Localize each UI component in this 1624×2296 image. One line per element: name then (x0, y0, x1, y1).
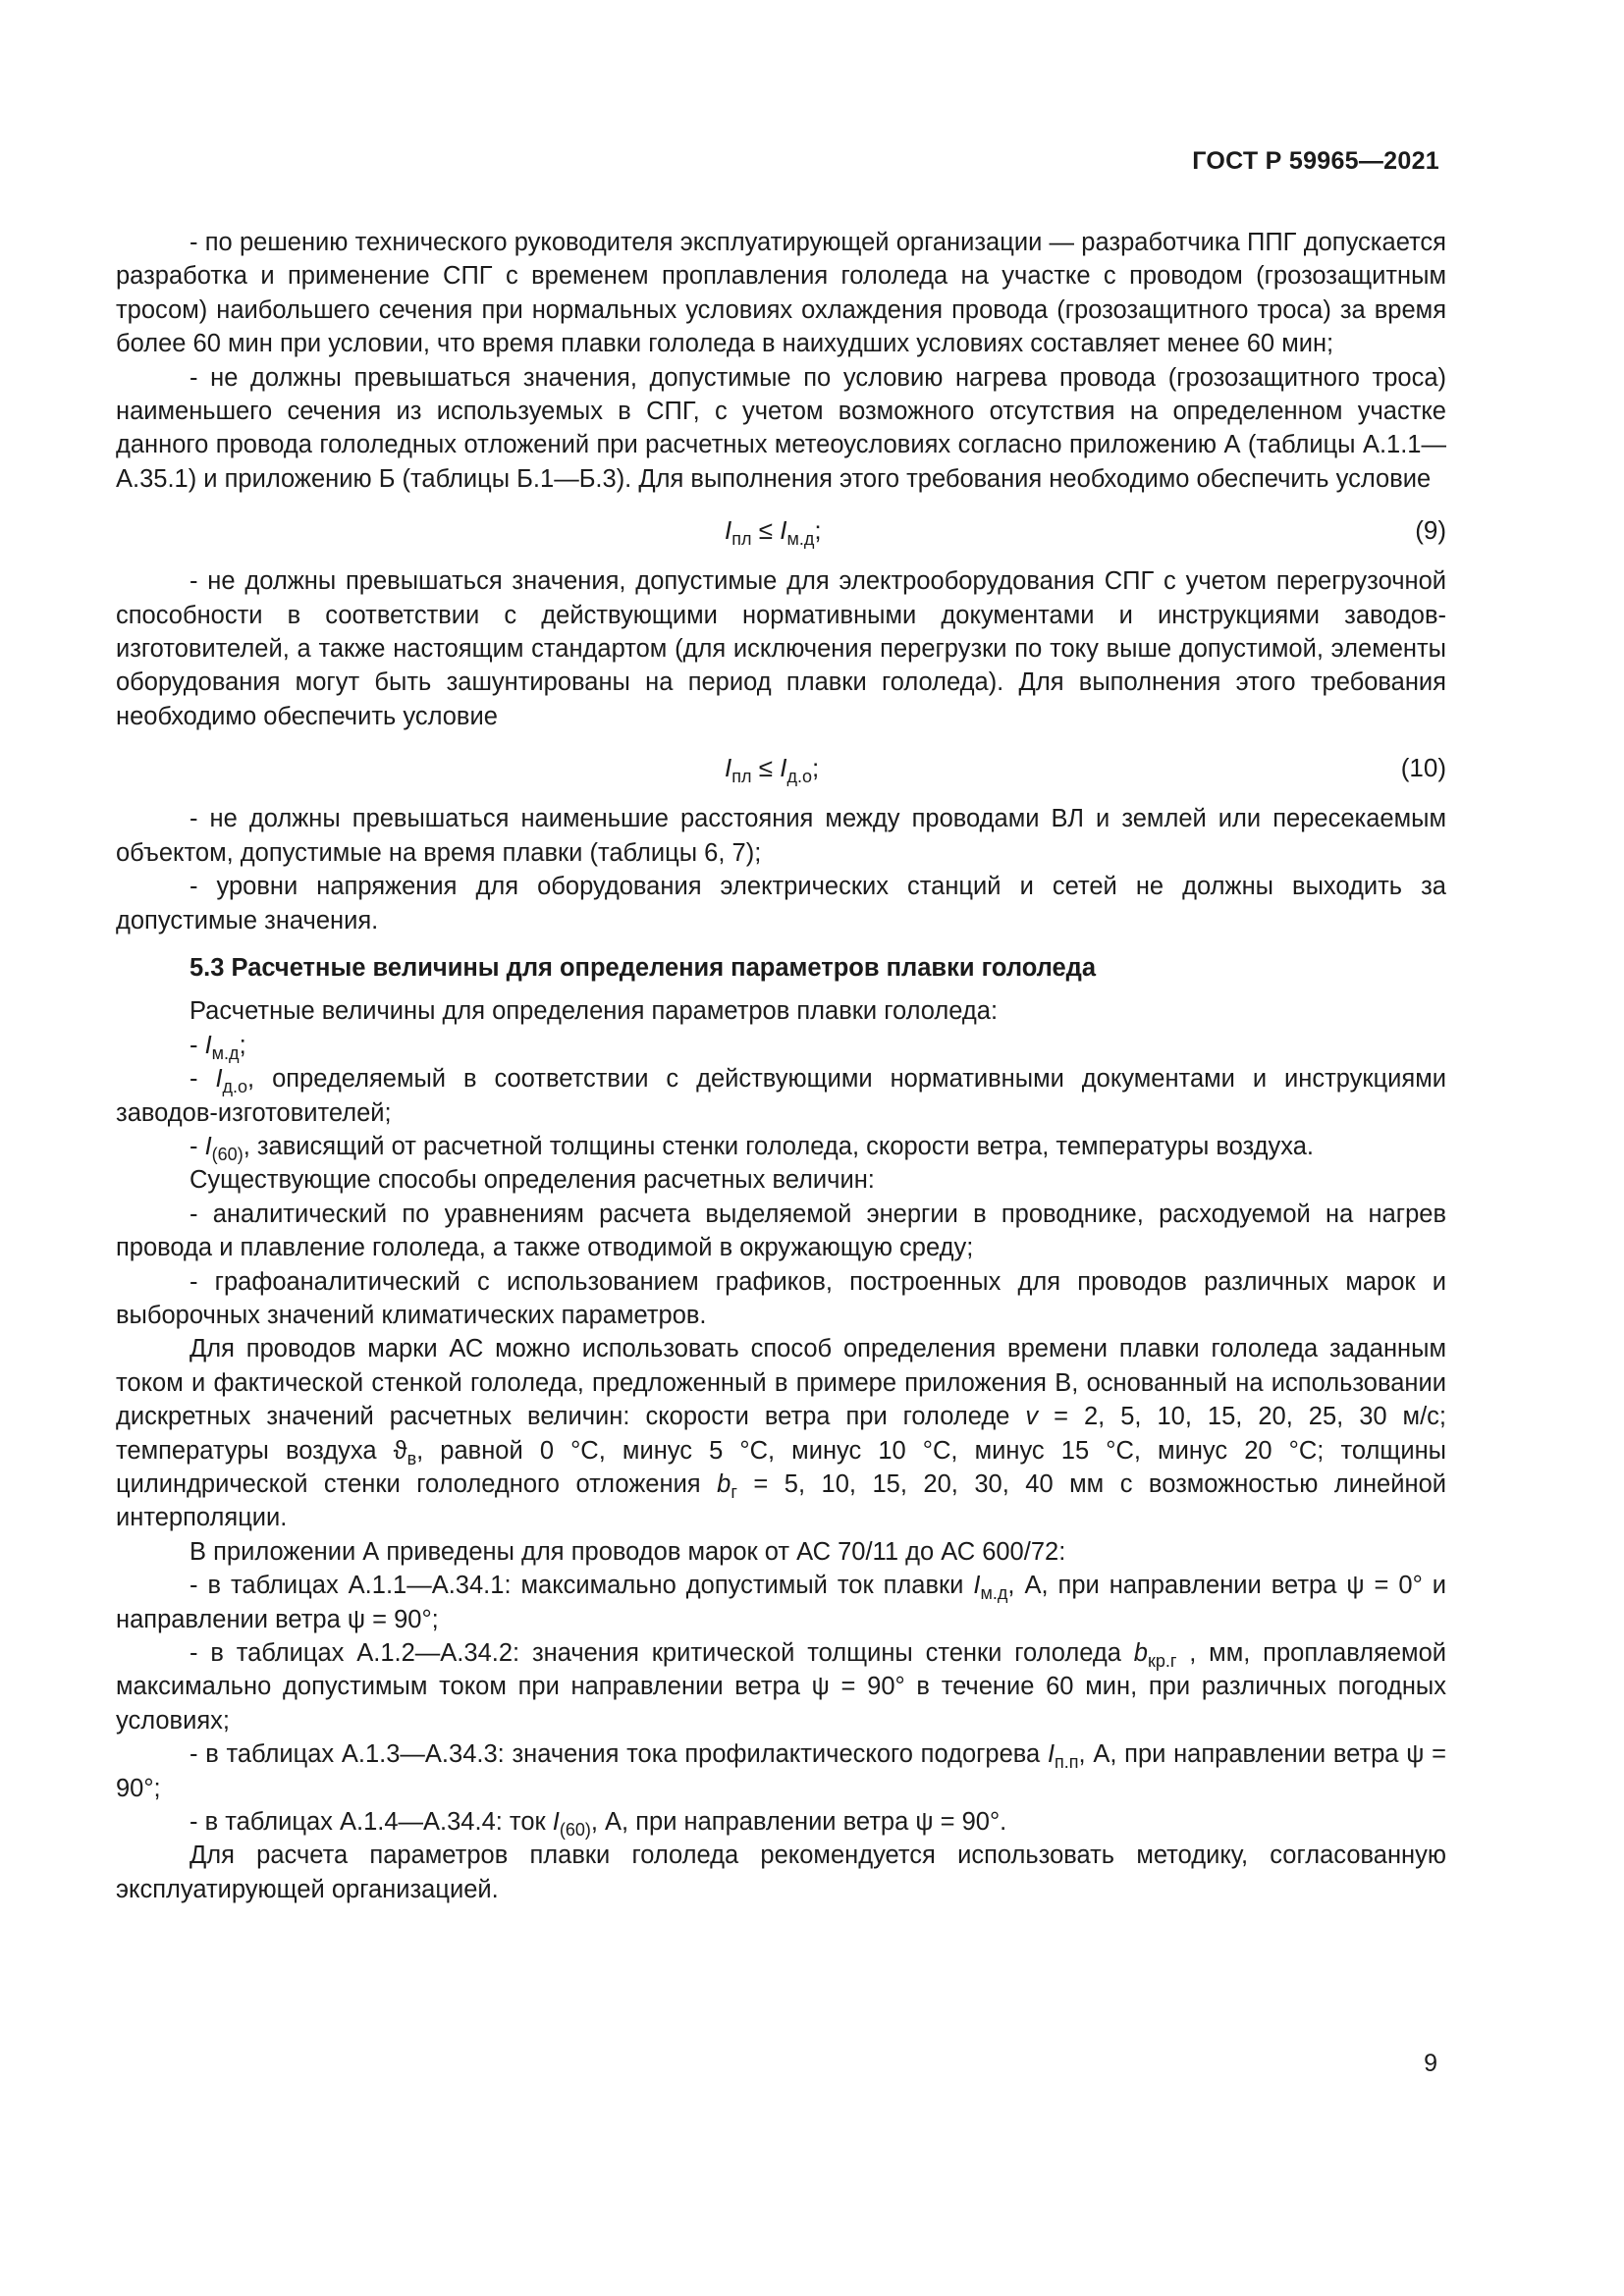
annex-intro: В приложении А приведены для проводов марок от АС 70/11 до АС 600/72: (189, 1537, 1066, 1566)
annex-table-item: - в таблицах А.1.3—А.34.3: значения тока профилактического подогрева $I_{п.п}$, А, при направлении ветра ψ = 90°; (116, 1740, 1446, 1802)
requirement-paragraph: - не должны превышаться значения, допустимые для электрооборудования СПГ с учетом перегрузочной способности в соответствии с действующими нормативными документами и инструкциями заводов-изготовителей, а также настоящим стандартом (для исключения перегрузки по току выше допустимой, элементы оборудования могут быть зашунтированы на период плавки гололеда). Для выполнения этого требования необходимо обеспечить условие (116, 567, 1446, 730)
formula-9 (116, 496, 1446, 564)
requirement-paragraph: - уровни напряжения для оборудования электрических станций и сетей не должны выходить за допустимые значения. (116, 873, 1446, 934)
requirement-paragraph: - не должны превышаться наименьшие расстояния между проводами ВЛ и землей или пересекаемым объектом, допустимые на время плавки (таблицы 6, 7); (116, 805, 1446, 867)
requirement-paragraph: - по решению технического руководителя эксплуатирующей организации — разработчика ППГ допускается разработка и применение СПГ с временем проплавления гололеда на участке с проводом (грозозащитным тросом) наибольшего сечения при нормальных условиях охлаждения провода (грозозащитного троса) за время более 60 мин при условии, что время плавки гололеда в наихудших условиях составляет менее 60 мин; (116, 229, 1446, 358)
document-code: ГОСТ Р 59965—2021 (1192, 147, 1439, 175)
formula-expression: $I_{пл} \le I_{м.д}$; (725, 515, 822, 550)
formula-number: (9) (1415, 515, 1446, 546)
ac-paragraph: Для проводов марки АС можно использовать способ определения времени плавки гололеда заданным током и фактической стенкой гололеда, предложенный в примере приложения В, основанный на использовании дискретных значений расчетных величин: скорости ветра при гололеде v = 2, 5, 10, 15, 20, 25, 30 м/с; температуры воздуха $ϑ_в$, равной 0 °С, минус 5 °С, минус 10 °С, минус 15 °С, минус 20 °С; толщины цилиндрической стенки гололедного отложения $b_г = 5$, 10, 15, 20, 30, 40 мм с возможностью линейной интерполяции. (116, 1335, 1447, 1532)
formula-number: (10) (1400, 753, 1446, 783)
method-item: - аналитический по уравнениям расчета выделяемой энергии в проводнике, расходуемой на нагрев провода и плавление гололеда, а также отводимой в окружающую среду; (116, 1200, 1446, 1262)
method-item: - графоаналитический с использованием графиков, построенных для проводов различных марок и выборочных значений климатических параметров. (116, 1267, 1446, 1329)
section-intro: Расчетные величины для определения параметров плавки гололеда: (189, 997, 999, 1026)
formula-expression: $I_{пл} \le I_{д.о}$; (725, 753, 820, 787)
methods-intro: Существующие способы определения расчетных величин: (189, 1166, 875, 1195)
annex-table-item: - в таблицах А.1.1—А.34.1: максимально допустимый ток плавки $I_{м.д}$, А, при направлении ветра ψ = 0° и направлении ветра ψ = 90°; (116, 1572, 1446, 1633)
formula-10 (116, 733, 1446, 802)
requirement-paragraph: - не должны превышаться значения, допустимые по условию нагрева провода (грозозащитного троса) наименьшего сечения из используемых в СПГ, с учетом возможного отсутствия на определенном участке данного провода гололедных отложений при расчетных метеоусловиях согласно приложению А (таблицы А.1.1—А.35.1) и приложению Б (таблицы Б.1—Б.3). Для выполнения этого требования необходимо обеспечить условие (116, 363, 1446, 493)
final-paragraph: Для расчета параметров плавки гололеда рекомендуется использовать методику, согласованную эксплуатирующей организацией. (116, 1842, 1446, 1903)
annex-table-item: - в таблицах А.1.4—А.34.4: ток $I_{(60)}$, А, при направлении ветра ψ = 90°. (189, 1808, 1007, 1841)
annex-table-item: - в таблицах А.1.2—А.34.2: значения критической толщины стенки гололеда $b_{кр.г}$ , мм, проплавляемой максимально допустимым током при направлении ветра ψ = 90° в течение 60 мин, при различных погодных условиях; (116, 1639, 1446, 1735)
section-heading: 5.3 Расчетные величины для определения параметров плавки гололеда (189, 953, 1097, 982)
list-item: - $I_{(60)}$, зависящий от расчетной толщины стенки гололеда, скорости ветра, температуры воздуха. (189, 1132, 1314, 1164)
list-item: - $I_{д.о}$, определяемый в соответствии с действующими нормативными документами и инструкциями заводов-изготовителей; (116, 1065, 1447, 1127)
list-item: - $I_{м.д}$; (189, 1031, 246, 1063)
page-number: 9 (1424, 2050, 1437, 2077)
page-body (116, 226, 1446, 1906)
